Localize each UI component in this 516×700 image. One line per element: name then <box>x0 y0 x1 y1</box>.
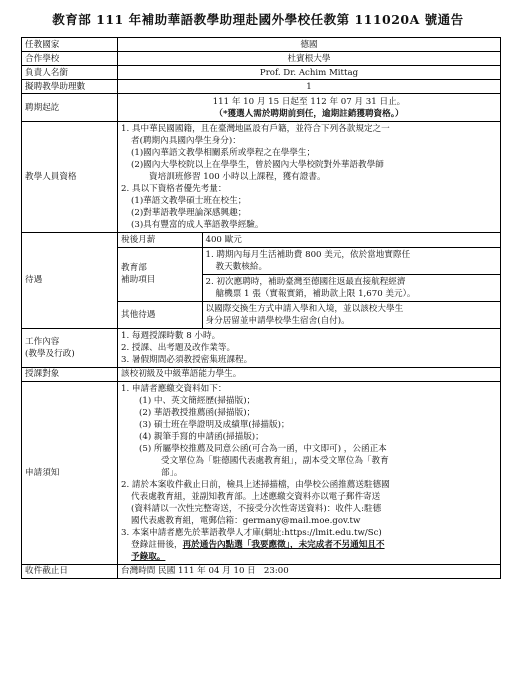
period-line-1: 111 年 10 月 15 日起至 112 年 07 月 31 日止。 <box>212 96 406 107</box>
label-count: 擬聘教學助理數 <box>22 80 118 94</box>
qual-line: 資培訓班修習 100 小時以上課程，獲有證書。 <box>149 172 326 182</box>
label-subsidy <box>118 247 202 301</box>
value-country: 德國 <box>118 38 501 52</box>
value-qualifications <box>118 122 501 233</box>
app-p2-line: 2. 請於本案收件截止日前，檢具上述掃描檔，由學校公函推薦送駐德國 <box>121 479 390 490</box>
row-period <box>22 94 501 122</box>
notice-title: 教育部 111 年補助華語教學助理赴國外學校任教第 111020A 號通告 <box>52 12 464 27</box>
subsidy-line: 教天數核給。 <box>215 261 268 272</box>
app-p2-line: 國代表處教育組，電郵信箱：germany@mail.moe.gov.tw <box>131 515 361 526</box>
subsidy-item-2-text <box>203 274 501 301</box>
subsidy-line: 2. 初次應聘時，補助臺灣至德國往返最直接航程經濟 <box>205 276 406 287</box>
app-item: (1) 中、英文簡經歷(掃描版)； <box>139 395 256 406</box>
value-subsidy <box>202 247 500 301</box>
subsidy-item-2 <box>203 274 501 301</box>
row-contact <box>22 66 501 80</box>
value-target: 該校初級及中級華語能力學生。 <box>118 367 501 381</box>
row-subsidy <box>118 247 500 301</box>
row-treatment <box>22 233 501 329</box>
row-qualifications <box>22 122 501 233</box>
subsidy-item-1-text <box>203 248 501 275</box>
value-other <box>202 301 500 328</box>
subsidy-item-1 <box>203 248 501 275</box>
app-head: 1. 申請者應繳交資料如下： <box>121 383 227 394</box>
qual-line: (1)華語文教學碩士班在校生； <box>131 196 247 206</box>
qual-line: (2)國內大學校院以上在學學生，曾於國內大學校院對外華語教學師 <box>131 160 384 170</box>
subsidy-table <box>203 248 501 301</box>
label-work <box>22 328 118 367</box>
app-item: (5) 所屬學校推薦及同意公函(可合為一函，中文即可) ，公函正本 <box>139 443 387 454</box>
label-application: 申請須知 <box>22 381 118 564</box>
row-salary <box>118 233 500 247</box>
label-target: 授課對象 <box>22 367 118 381</box>
qual-line: (2)對華語教學理論深感興趣； <box>131 208 247 218</box>
app-p3-bold: 再於通告內點選「我要應徵」，未完成者不另通知且不 <box>182 539 385 550</box>
subsidy-label-1: 教育部 <box>121 263 147 273</box>
app-p2-line: 代表處教育組，並副知教育部。上述應繳交資料亦以電子郵件寄送 <box>131 491 381 502</box>
work-label-2: (教學及行政) <box>25 348 75 359</box>
qual-line: (1)國內華語文教學相關系所或學程之在學學生； <box>131 148 316 158</box>
value-count: 1 <box>118 80 501 94</box>
app-p2-line: (資料請以一次性完整寄送，不接受分次性寄送資料)：收件人:駐德 <box>131 503 382 514</box>
app-item: (3) 碩士班在學證明及成績單(掃描版)； <box>139 419 290 430</box>
value-salary: 400 歐元 <box>202 233 500 247</box>
qual-line: 者(聘期內具國內學生身分)： <box>131 136 241 146</box>
other-line: 以國際交換生方式申請入學和入境，並以該校大學生 <box>205 303 404 314</box>
notice-table <box>21 37 501 579</box>
work-line: 1. 每週授課時數 8 小時。 <box>121 330 221 341</box>
treatment-table <box>118 233 500 328</box>
value-contact: Prof. Dr. Achim Mittag <box>118 66 501 80</box>
subsidy-line: 1. 聘期內每月生活補助費 800 美元，依於當地實際任 <box>205 249 411 260</box>
qual-line: (3)具有豐富的成人華語教學經驗。 <box>131 220 264 230</box>
value-treatment <box>118 233 501 329</box>
period-line-2: （*獲選人需於聘期前到任，逾期註銷獲聘資格。） <box>214 108 404 119</box>
label-qualifications: 教學人員資格 <box>22 122 118 233</box>
app-item-cont: 受文單位為「駐德國代表處教育組」，副本受文單位為「教育 <box>161 455 389 466</box>
row-count <box>22 80 501 94</box>
label-deadline: 收件截止日 <box>22 564 118 578</box>
app-p3-line <box>121 539 497 551</box>
label-other: 其他待遇 <box>118 301 202 328</box>
app-item: (4) 親筆手寫的申請函(掃描版)； <box>139 431 264 442</box>
value-deadline: 台灣時間 民國 111 年 04 月 10 日 23:00 <box>118 564 501 578</box>
row-other <box>118 301 500 328</box>
value-school: 杜賓根大學 <box>118 52 501 66</box>
value-work <box>118 328 501 367</box>
subsidy-line: 艙機票 1 張（實報實銷，補助款上限 1,670 美元）。 <box>215 288 416 299</box>
row-deadline <box>22 564 501 578</box>
work-line: 2. 授課、出考題及改作業等。 <box>121 342 236 353</box>
row-country <box>22 38 501 52</box>
qual-line: 2. 具以下資格者優先考量： <box>121 184 227 194</box>
app-item: (2) 華語教授推薦函(掃描版)； <box>139 407 256 418</box>
app-p3-pre: 登錄註冊後， <box>131 539 183 550</box>
row-work <box>22 328 501 367</box>
value-period <box>118 94 501 122</box>
value-application <box>118 381 501 564</box>
label-school: 合作學校 <box>22 52 118 66</box>
qual-line: 1. 具中華民國國籍，且在臺灣地區設有戶籍，並符合下列各款規定之一 <box>121 124 390 134</box>
subsidy-label-2: 補助項目 <box>121 275 156 285</box>
label-contact: 負責人名銜 <box>22 66 118 80</box>
label-country: 任教國家 <box>22 38 118 52</box>
app-p3-line: 3. 本案申請者應先於華語教學人才庫(網址:https://lmit.edu.tw/Sc) <box>121 527 382 538</box>
label-period: 聘期起訖 <box>22 94 118 122</box>
row-target <box>22 367 501 381</box>
label-treatment: 待遇 <box>22 233 118 329</box>
row-application <box>22 381 501 564</box>
work-line: 3. 暑假期間必須教授密集班課程。 <box>121 354 253 365</box>
app-p3-line: 予錄取。 <box>131 551 166 562</box>
work-label-1: 工作內容 <box>25 336 60 347</box>
row-school <box>22 52 501 66</box>
app-item-cont: 部」。 <box>161 467 183 478</box>
label-salary: 稅後月薪 <box>118 233 202 247</box>
other-line: 身分居留並申請學校學生宿舍(自付)。 <box>205 315 350 326</box>
